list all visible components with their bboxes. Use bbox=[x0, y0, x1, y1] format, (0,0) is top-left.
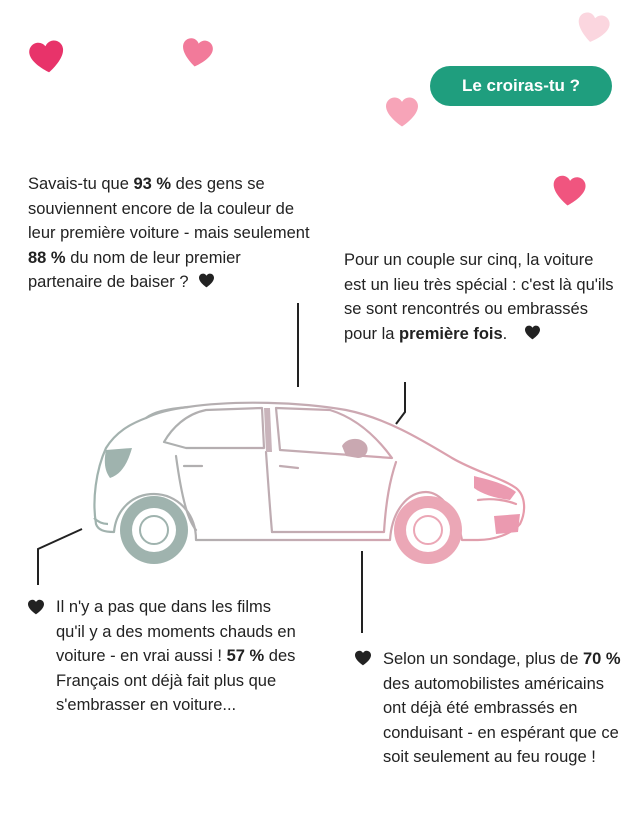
fact-text: . bbox=[502, 324, 508, 343]
fact-text: des Français ont déjà fait plus que s'embrasser en voiture... bbox=[56, 647, 296, 714]
badge[interactable]: Le croiras-tu ? bbox=[430, 66, 612, 106]
fact-highlight: 93 % bbox=[133, 175, 172, 193]
fact-text: Savais-tu que bbox=[28, 175, 134, 193]
connector-lines bbox=[38, 303, 405, 633]
fact-highlight: 57 % bbox=[226, 647, 265, 665]
fact-text: des automobilistes américains ont déjà été embrassés en conduisant - en espérant que ce soit seulement au feu rouge ! bbox=[383, 674, 619, 766]
fact-text: du nom de leur premier partenaire de baiser ? bbox=[28, 248, 241, 291]
fact-text: Selon un sondage, plus de bbox=[383, 650, 583, 668]
wheel-front bbox=[120, 496, 188, 564]
fact-text: des gens se souviennent encore de la couleur de leur première voiture - mais seulement bbox=[28, 175, 310, 242]
fact-highlight: première fois bbox=[399, 324, 503, 343]
fact-text: Pour un couple sur cinq, la voiture est un lieu très spécial : c'est là qu'ils se sont rencontrés ou embrassés pour la bbox=[344, 251, 614, 343]
fact-highlight: 88 % bbox=[28, 248, 66, 267]
wheel-rear bbox=[394, 496, 462, 564]
fact-text: Il n'y a pas que dans les films qu'il y a des moments chauds en voiture - en vrai aussi ! bbox=[56, 598, 296, 665]
fact-highlight: 70 % bbox=[583, 650, 621, 668]
